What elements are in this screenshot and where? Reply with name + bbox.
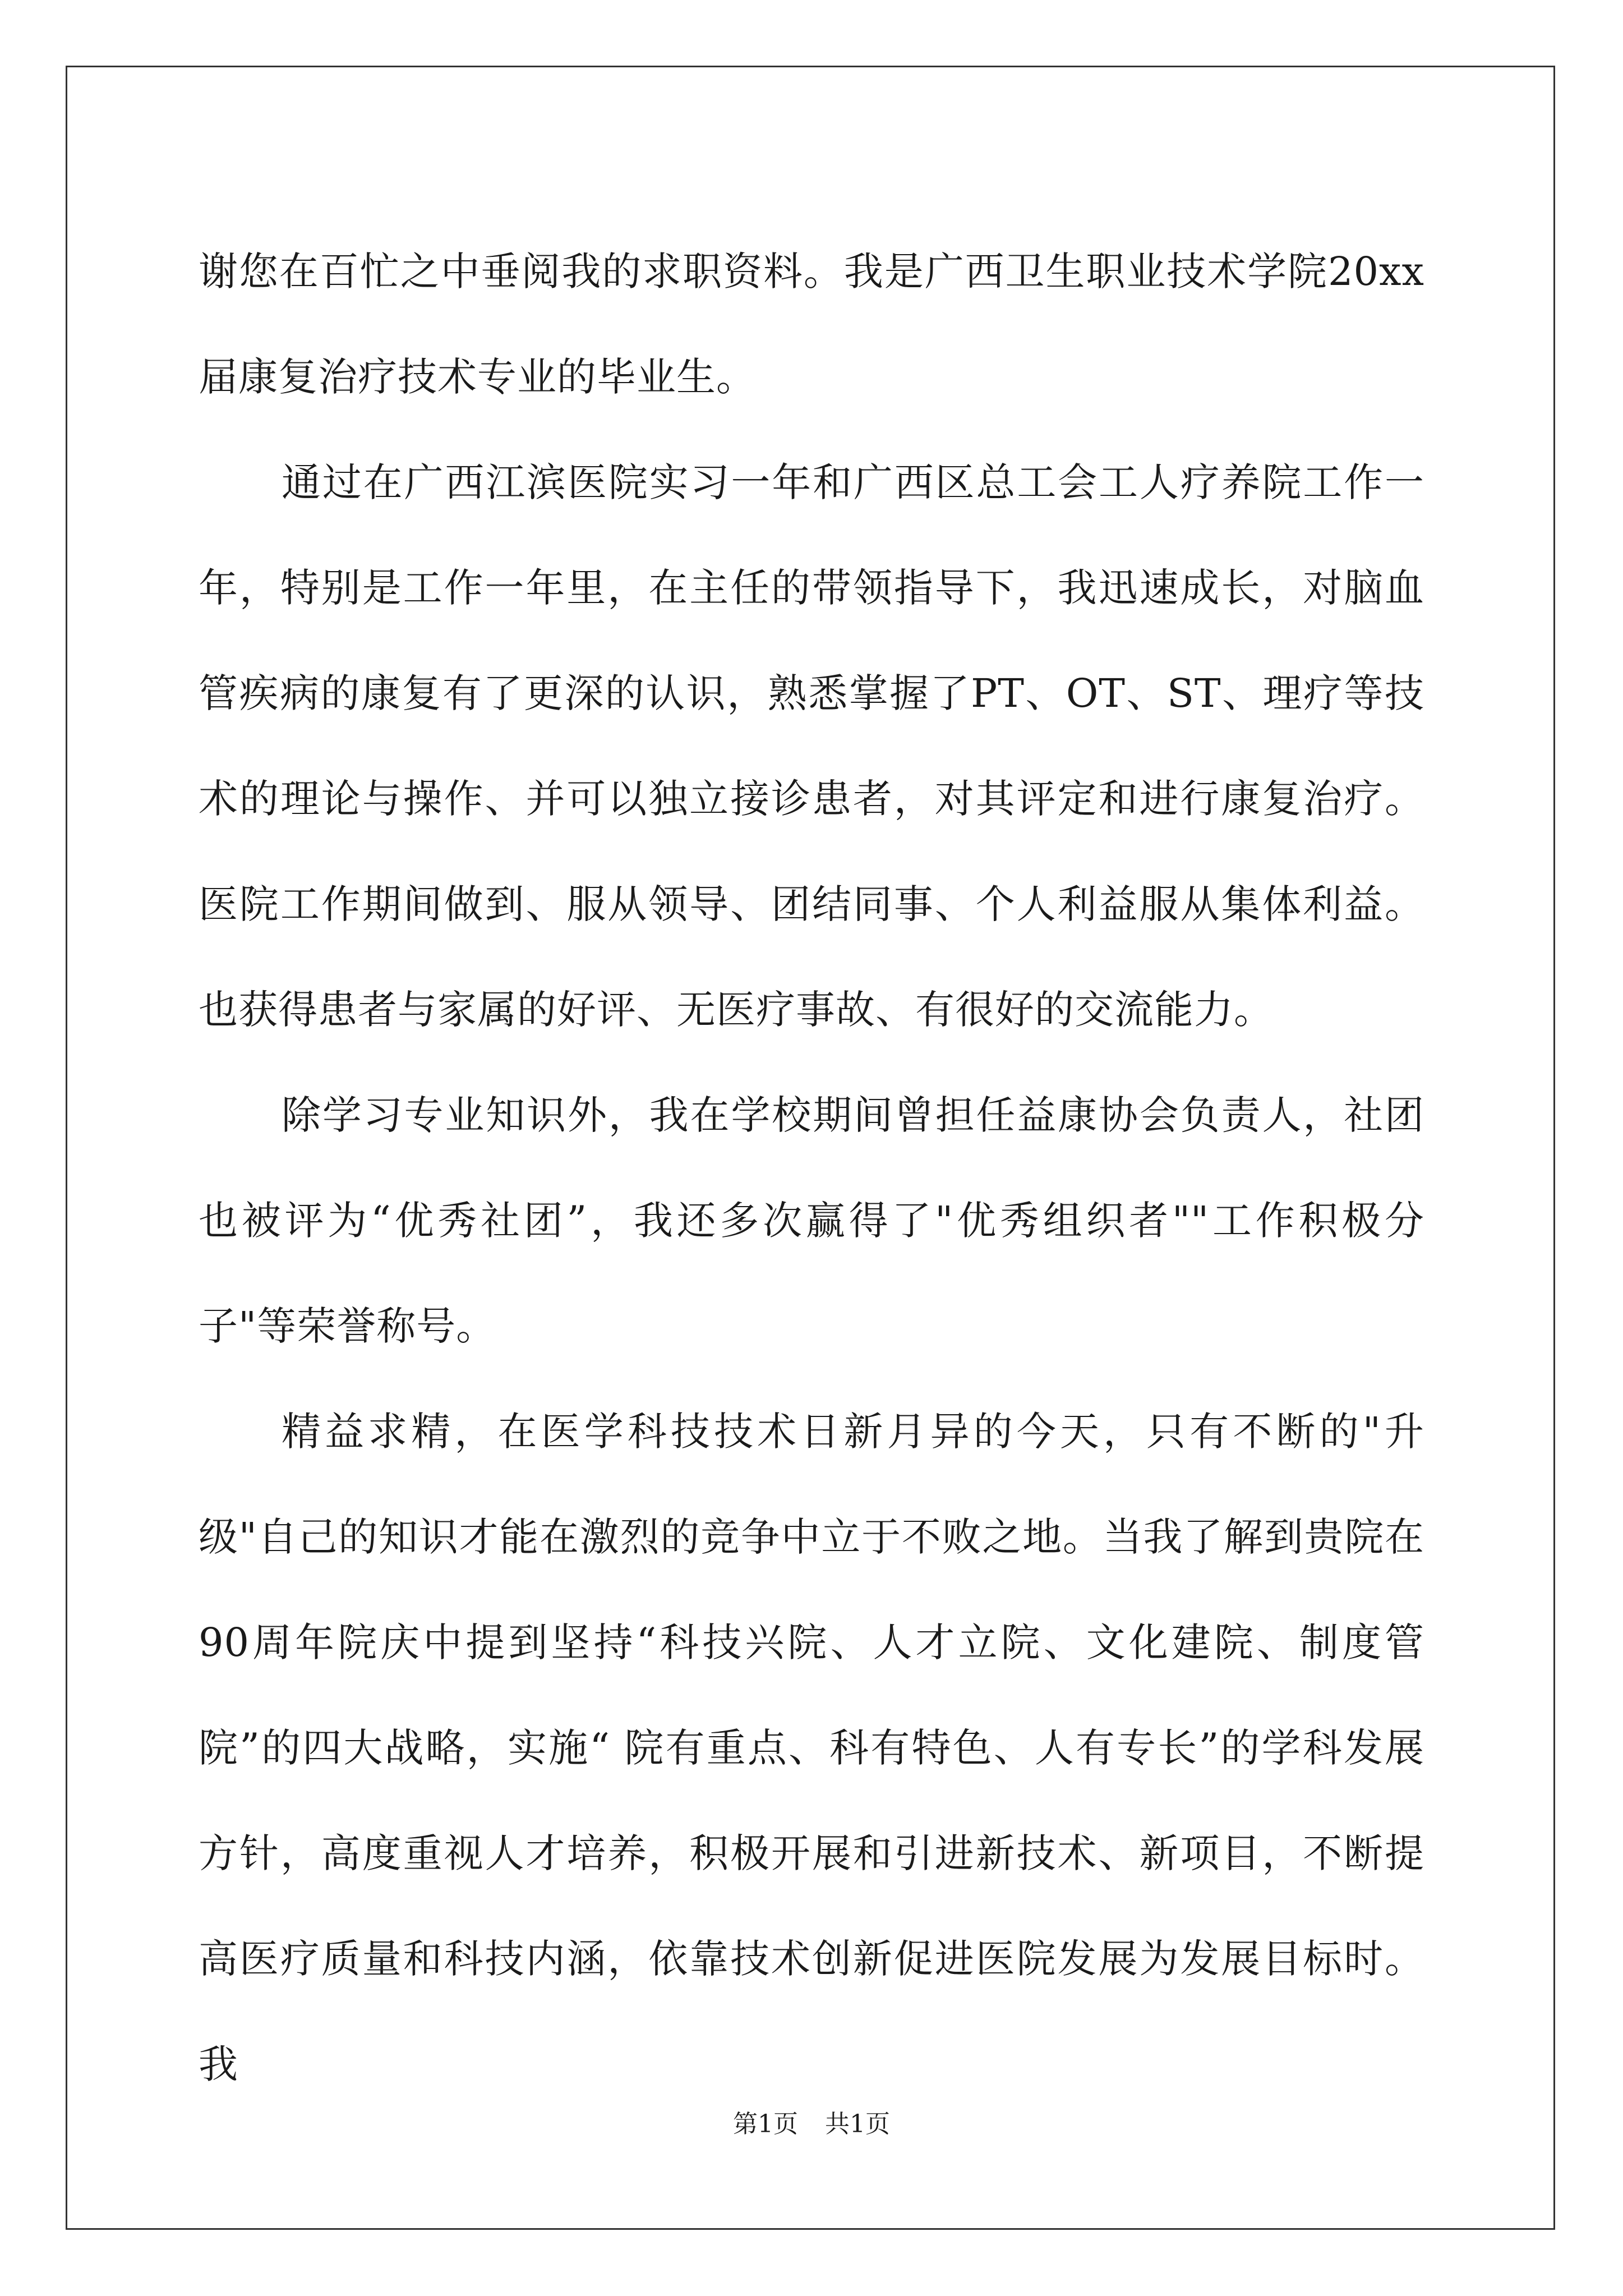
- paragraph-motivation: 精益求精，在医学科技技术日新月异的今天，只有不断的"升级"自己的知识才能在激烈的竞争中立于不败之地。当我了解到贵院在90周年院庆中提到坚持“科技兴院、人才立院、文化建院、制度管院”的四大战略，实施“ 院有重点、科有特色、人有专长”的学科发展方针，高度重视人才培养，积极开展和引进新技术、新项目，不断提高医疗质量和科技内涵，依靠技术创新促进医院发展为发展目标时。我: [199, 1409, 1424, 2087]
- page-footer: [0, 2108, 1623, 2141]
- page-total: 共1页: [825, 2110, 890, 2138]
- page-number: 第1页: [733, 2110, 798, 2138]
- paragraph-activities: 除学习专业知识外，我在学校期间曾担任益康协会负责人，社团也被评为“优秀社团”，我还多次赢得了"优秀组织者""工作积极分子"等荣誉称号。: [199, 1092, 1424, 1349]
- paragraph-intro: 谢您在百忙之中垂阅我的求职资料。我是广西卫生职业技术学院20xx届康复治疗技术专业的毕业生。: [199, 249, 1424, 400]
- document-body: [199, 219, 1424, 2117]
- paragraph-experience: 通过在广西江滨医院实习一年和广西区总工会工人疗养院工作一年，特别是工作一年里，在主任的带领指导下，我迅速成长，对脑血管疾病的康复有了更深的认识，熟悉掌握了PT、OT、ST、理疗等技术的理论与操作、并可以独立接诊患者，对其评定和进行康复治疗。医院工作期间做到、服从领导、团结同事、个人利益服从集体利益。也获得患者与家属的好评、无医疗事故、有很好的交流能力。: [199, 459, 1424, 1033]
